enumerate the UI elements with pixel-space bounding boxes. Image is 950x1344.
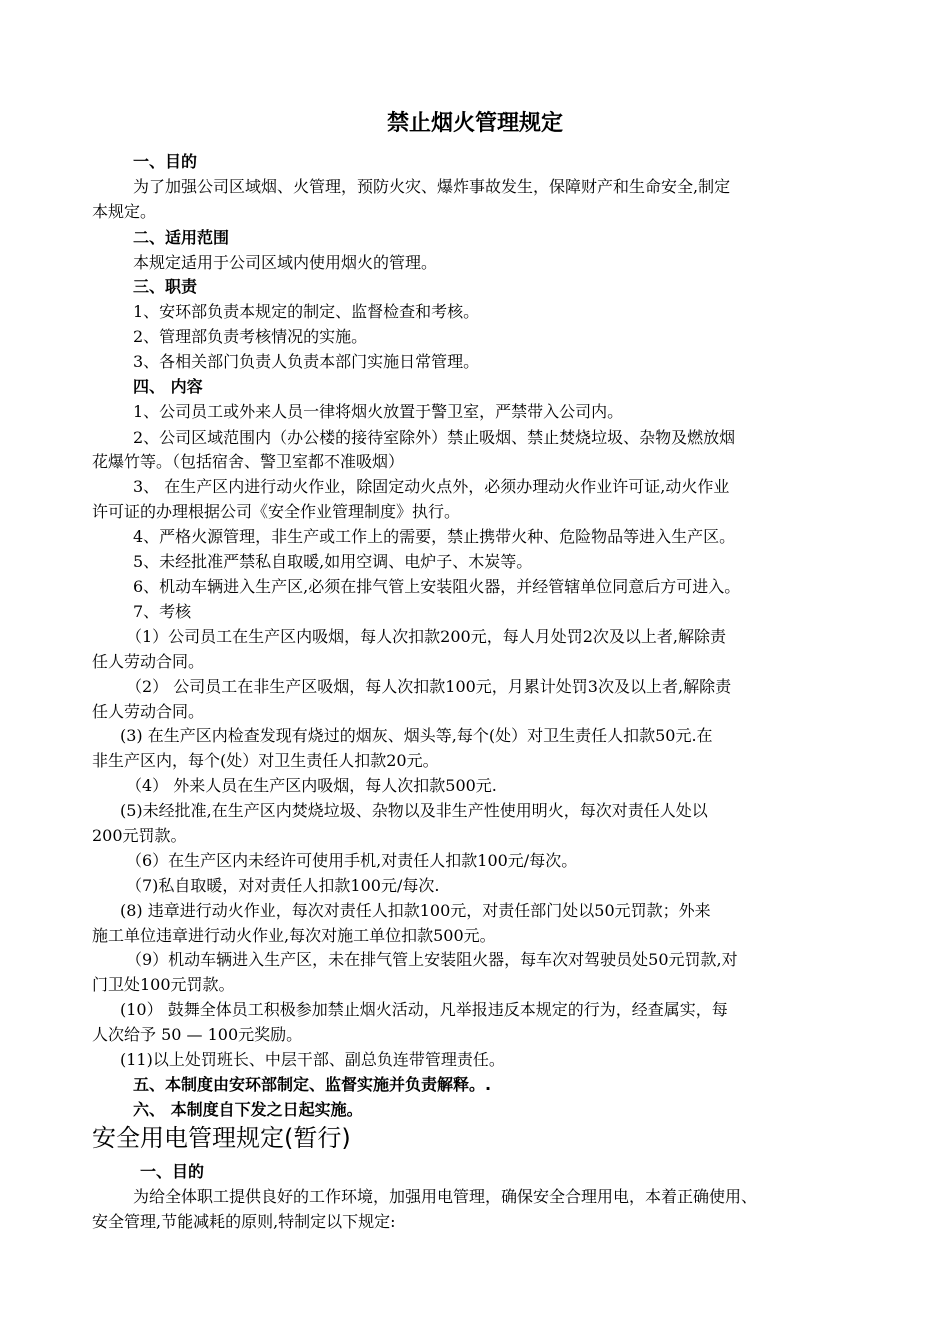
paragraph: 本规定适用于公司区域内使用烟火的管理。 — [133, 253, 438, 272]
penalty-item-continuation: 非生产区内，每个(处）对卫生责任人扣款20元。 — [92, 751, 439, 770]
penalty-item: （1）公司员工在生产区内吸烟，每人次扣款200元，每人月处罚2次及以上者,解除责 — [126, 627, 726, 646]
paragraph: 安全管理,节能减耗的原则,特制定以下规定: — [92, 1212, 396, 1231]
section-heading-purpose: 一、目的 — [133, 152, 198, 171]
penalty-item-continuation: 任人劳动合同。 — [92, 652, 205, 671]
paragraph: 本规定。 — [92, 202, 157, 221]
penalty-item: (10） 鼓舞全体员工积极参加禁止烟火活动，凡举报违反本规定的行为，经查属实，每 — [120, 1000, 728, 1019]
list-item: 2、公司区域范围内（办公楼的接待室除外）禁止吸烟、禁止焚烧垃圾、杂物及燃放烟 — [133, 428, 736, 447]
list-item: 3、 在生产区内进行动火作业，除固定动火点外，必须办理动火作业许可证,动火作业 — [133, 477, 730, 496]
penalty-item-continuation: 人次给予 50 — 100元奖励。 — [92, 1025, 303, 1044]
section-heading-duties: 三、职责 — [133, 277, 198, 296]
section-heading-content: 四、 内容 — [133, 377, 203, 396]
penalty-item: （4） 外来人员在生产区内吸烟，每人次扣款500元. — [126, 776, 497, 795]
penalty-item: (5)未经批准,在生产区内焚烧垃圾、杂物以及非生产性使用明火，每次对责任人处以 — [120, 801, 708, 820]
doc-title: 禁止烟火管理规定 — [386, 111, 563, 136]
penalty-item: （2） 公司员工在非生产区吸烟，每人次扣款100元，月累计处罚3次及以上者,解除责 — [126, 677, 732, 696]
list-item: 4、严格火源管理，非生产或工作上的需要，禁止携带火种、危险物品等进入生产区。 — [133, 527, 736, 546]
list-item: 3、各相关部门负责人负责本部门实施日常管理。 — [133, 352, 480, 371]
paragraph: 为给全体职工提供良好的工作环境，加强用电管理，确保安全合理用电，本着正确使用、 — [133, 1187, 758, 1206]
list-item: 1、公司员工或外来人员一律将烟火放置于警卫室，严禁带入公司内。 — [133, 402, 624, 421]
list-item-continuation: 花爆竹等。（包括宿舍、警卫室都不准吸烟） — [92, 452, 405, 471]
doc2-section-heading-purpose: 一、目的 — [140, 1162, 205, 1181]
section-heading-interpretation: 五、本制度由安环部制定、监督实施并负责解释。. — [133, 1075, 492, 1094]
penalty-item: (11)以上处罚班长、中层干部、副总负连带管理责任。 — [120, 1050, 505, 1069]
list-item: 2、管理部负责考核情况的实施。 — [133, 327, 368, 346]
doc2-title: 安全用电管理规定(暂行) — [92, 1124, 351, 1152]
penalty-item: (8) 违章进行动火作业，每次对责任人扣款100元，对责任部门处以50元罚款；外来 — [120, 901, 711, 920]
penalty-item-continuation: 门卫处100元罚款。 — [92, 975, 235, 994]
section-heading-effective: 六、 本制度自下发之日起实施。 — [133, 1100, 363, 1119]
list-item: 5、未经批准严禁私自取暖,如用空调、电炉子、木炭等。 — [133, 552, 533, 571]
paragraph: 为了加强公司区域烟、火管理，预防火灾、爆炸事故发生，保障财产和生命安全,制定 — [133, 177, 731, 196]
penalty-item-continuation: 任人劳动合同。 — [92, 702, 205, 721]
penalty-item-continuation: 200元罚款。 — [92, 826, 187, 845]
penalty-item: （6）在生产区内未经许可使用手机,对责任人扣款100元/每次。 — [126, 851, 578, 870]
penalty-item: （7)私自取暖，对对责任人扣款100元/每次. — [126, 876, 440, 895]
list-item: 1、安环部负责本规定的制定、监督检查和考核。 — [133, 302, 480, 321]
penalty-item: （9）机动车辆进入生产区，未在排气管上安装阻火器，每车次对驾驶员处50元罚款,对 — [126, 950, 738, 969]
penalty-item: (3) 在生产区内检查发现有烧过的烟灰、烟头等,每个(处）对卫生责任人扣款50元.在 — [120, 726, 713, 745]
section-heading-scope: 二、适用范围 — [133, 228, 230, 247]
list-item: 7、考核 — [133, 602, 192, 621]
list-item: 6、机动车辆进入生产区,必须在排气管上安装阻火器，并经管辖单位同意后方可进入。 — [133, 577, 741, 596]
list-item-continuation: 许可证的办理根据公司《安全作业管理制度》执行。 — [92, 502, 461, 521]
penalty-item-continuation: 施工单位违章进行动火作业,每次对施工单位扣款500元。 — [92, 926, 496, 945]
